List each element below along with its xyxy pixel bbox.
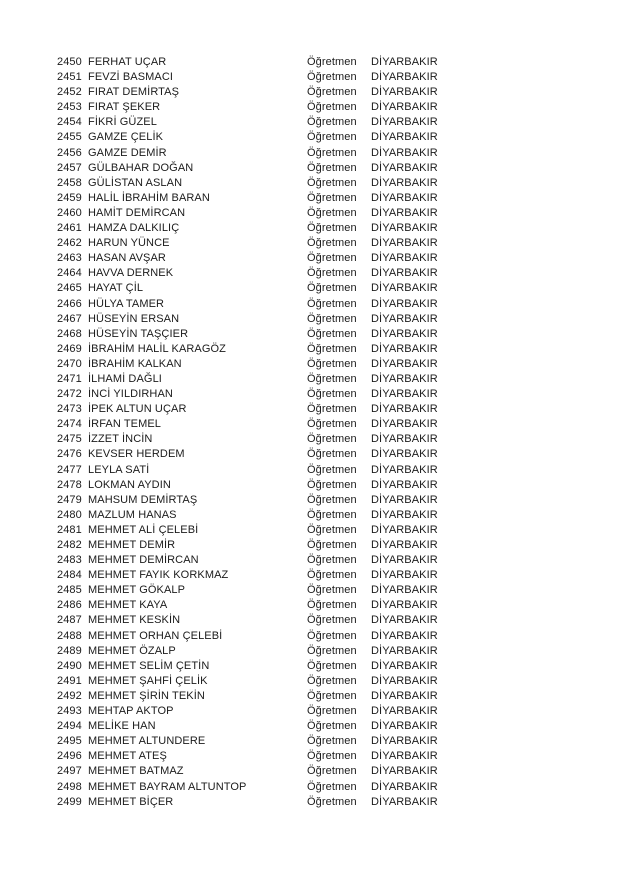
row-number: 2465	[57, 282, 82, 295]
row-number: 2470	[57, 357, 82, 370]
row-number: 2450	[57, 56, 82, 68]
roster-row	[57, 85, 477, 100]
person-name: MEHMET ŞİRİN TEKİN	[88, 689, 205, 702]
person-name: MEHMET BATMAZ	[88, 765, 184, 778]
row-number: 2480	[57, 508, 82, 521]
occupation-label: Öğretmen	[307, 644, 357, 657]
roster-row	[57, 432, 477, 447]
province-label: DİYARBAKIR	[371, 86, 438, 99]
person-name: MEHMET KESKİN	[88, 614, 181, 627]
province-label: DİYARBAKIR	[371, 282, 438, 295]
occupation-label: Öğretmen	[307, 629, 357, 642]
occupation-label: Öğretmen	[307, 554, 357, 567]
person-name: MEHMET DEMİR	[88, 539, 176, 551]
person-name: HAVVA DERNEK	[88, 267, 174, 280]
province-label: DİYARBAKIR	[371, 750, 438, 763]
person-name: İBRAHİM HALİL KARAGÖZ	[88, 342, 226, 355]
province-label: DİYARBAKIR	[371, 56, 438, 68]
province-label: DİYARBAKIR	[371, 599, 438, 612]
roster-row	[57, 312, 477, 327]
occupation-label: Öğretmen	[307, 222, 357, 235]
row-number: 2478	[57, 478, 82, 491]
row-number: 2483	[57, 554, 82, 567]
roster-row	[57, 629, 477, 644]
occupation-label: Öğretmen	[307, 252, 357, 265]
roster-row	[57, 613, 477, 628]
occupation-label: Öğretmen	[307, 56, 357, 68]
province-label: DİYARBAKIR	[371, 372, 438, 385]
roster-row	[57, 297, 477, 312]
roster-row	[57, 719, 477, 734]
roster-row	[57, 583, 477, 598]
person-name: MEHMET ALTUNDERE	[88, 735, 206, 748]
roster-row	[57, 417, 477, 432]
province-label: DİYARBAKIR	[371, 674, 438, 687]
province-label: DİYARBAKIR	[371, 176, 438, 189]
person-name: İPEK ALTUN UÇAR	[88, 403, 187, 416]
province-label: DİYARBAKIR	[371, 312, 438, 325]
row-number: 2475	[57, 433, 82, 446]
occupation-label: Öğretmen	[307, 780, 357, 793]
province-label: DİYARBAKIR	[371, 795, 438, 808]
province-label: DİYARBAKIR	[371, 478, 438, 491]
row-number: 2462	[57, 237, 82, 250]
occupation-label: Öğretmen	[307, 267, 357, 280]
occupation-label: Öğretmen	[307, 599, 357, 612]
roster-row	[57, 266, 477, 281]
occupation-label: Öğretmen	[307, 161, 357, 174]
row-number: 2488	[57, 629, 82, 642]
person-name: MEHMET FAYIK KORKMAZ	[88, 569, 229, 582]
person-name: HAMİT DEMİRCAN	[88, 206, 186, 219]
person-name: HÜSEYİN ERSAN	[88, 312, 180, 325]
row-number: 2460	[57, 206, 82, 219]
province-label: DİYARBAKIR	[371, 554, 438, 567]
occupation-label: Öğretmen	[307, 191, 357, 204]
person-name: İRFAN TEMEL	[88, 418, 162, 431]
occupation-label: Öğretmen	[307, 523, 357, 536]
person-name: HÜSEYİN TAŞÇIER	[88, 327, 189, 340]
roster-row	[57, 342, 477, 357]
row-number: 2489	[57, 644, 82, 657]
person-name: MAHSUM DEMİRTAŞ	[88, 493, 198, 506]
roster-row	[57, 176, 477, 191]
occupation-label: Öğretmen	[307, 493, 357, 506]
person-name: İBRAHİM KALKAN	[88, 357, 182, 370]
occupation-label: Öğretmen	[307, 86, 357, 99]
row-number: 2473	[57, 403, 82, 416]
province-label: DİYARBAKIR	[371, 403, 438, 416]
row-number: 2496	[57, 750, 82, 763]
row-number: 2492	[57, 689, 82, 702]
row-number: 2499	[57, 795, 82, 808]
occupation-label: Öğretmen	[307, 388, 357, 401]
row-number: 2451	[57, 71, 82, 84]
row-number: 2485	[57, 584, 82, 597]
occupation-label: Öğretmen	[307, 146, 357, 159]
roster-row	[57, 493, 477, 508]
roster-row	[57, 221, 477, 236]
roster-row	[57, 674, 477, 689]
roster-row	[57, 704, 477, 719]
province-label: DİYARBAKIR	[371, 584, 438, 597]
occupation-label: Öğretmen	[307, 569, 357, 582]
row-number: 2469	[57, 342, 82, 355]
province-label: DİYARBAKIR	[371, 327, 438, 340]
row-number: 2456	[57, 146, 82, 159]
province-label: DİYARBAKIR	[371, 735, 438, 748]
roster-row	[57, 402, 477, 417]
person-name: MEHMET SELİM ÇETİN	[88, 659, 210, 672]
roster-row	[57, 281, 477, 296]
province-label: DİYARBAKIR	[371, 357, 438, 370]
occupation-label: Öğretmen	[307, 659, 357, 672]
province-label: DİYARBAKIR	[371, 388, 438, 401]
roster-row	[57, 251, 477, 266]
province-label: DİYARBAKIR	[371, 101, 438, 114]
province-label: DİYARBAKIR	[371, 614, 438, 627]
person-name: LOKMAN AYDIN	[88, 478, 171, 491]
province-label: DİYARBAKIR	[371, 539, 438, 551]
row-number: 2464	[57, 267, 82, 280]
person-name: MEHMET DEMİRCAN	[88, 554, 199, 567]
roster-row	[57, 115, 477, 130]
occupation-label: Öğretmen	[307, 584, 357, 597]
province-label: DİYARBAKIR	[371, 267, 438, 280]
row-number: 2452	[57, 86, 82, 99]
row-number: 2457	[57, 161, 82, 174]
roster-row	[57, 463, 477, 478]
occupation-label: Öğretmen	[307, 689, 357, 702]
person-name: MEHMET BİÇER	[88, 795, 174, 808]
person-name: FIRAT DEMİRTAŞ	[88, 86, 180, 99]
row-number: 2493	[57, 705, 82, 718]
roster-row	[57, 689, 477, 704]
roster-row	[57, 598, 477, 613]
person-name: MEHMET ÖZALP	[88, 644, 176, 657]
roster-row	[57, 659, 477, 674]
person-name: FERHAT UÇAR	[88, 56, 167, 68]
person-name: GÜLBAHAR DOĞAN	[88, 161, 194, 174]
occupation-label: Öğretmen	[307, 357, 357, 370]
person-name: LEYLA SATİ	[88, 463, 150, 476]
row-number: 2455	[57, 131, 82, 144]
person-name: HÜLYA TAMER	[88, 297, 165, 310]
roster-row	[57, 372, 477, 387]
occupation-label: Öğretmen	[307, 705, 357, 718]
roster-row	[57, 100, 477, 115]
province-label: DİYARBAKIR	[371, 629, 438, 642]
roster-row	[57, 538, 477, 553]
occupation-label: Öğretmen	[307, 720, 357, 733]
roster-row	[57, 644, 477, 659]
province-label: DİYARBAKIR	[371, 508, 438, 521]
person-name: HAMZA DALKILIÇ	[88, 222, 180, 235]
person-name: GÜLİSTAN ASLAN	[88, 176, 183, 189]
roster-row	[57, 357, 477, 372]
person-name: MEHTAP AKTOP	[88, 705, 174, 718]
occupation-label: Öğretmen	[307, 297, 357, 310]
row-number: 2459	[57, 191, 82, 204]
occupation-label: Öğretmen	[307, 116, 357, 129]
occupation-label: Öğretmen	[307, 131, 357, 144]
row-number: 2454	[57, 116, 82, 129]
province-label: DİYARBAKIR	[371, 206, 438, 219]
province-label: DİYARBAKIR	[371, 161, 438, 174]
roster-row	[57, 780, 477, 795]
person-name: MEHMET ORHAN ÇELEBİ	[88, 629, 223, 642]
row-number: 2453	[57, 101, 82, 114]
province-label: DİYARBAKIR	[371, 131, 438, 144]
province-label: DİYARBAKIR	[371, 297, 438, 310]
occupation-label: Öğretmen	[307, 372, 357, 385]
occupation-label: Öğretmen	[307, 206, 357, 219]
roster-row	[57, 327, 477, 342]
person-name: MELİKE HAN	[88, 720, 156, 733]
roster-row	[57, 568, 477, 583]
row-number: 2458	[57, 176, 82, 189]
province-label: DİYARBAKIR	[371, 644, 438, 657]
row-number: 2498	[57, 780, 82, 793]
row-number: 2491	[57, 674, 82, 687]
roster-row	[57, 523, 477, 538]
occupation-label: Öğretmen	[307, 508, 357, 521]
occupation-label: Öğretmen	[307, 750, 357, 763]
row-number: 2463	[57, 252, 82, 265]
teacher-roster-list	[57, 55, 477, 810]
province-label: DİYARBAKIR	[371, 569, 438, 582]
occupation-label: Öğretmen	[307, 312, 357, 325]
roster-row	[57, 191, 477, 206]
row-number: 2477	[57, 463, 82, 476]
province-label: DİYARBAKIR	[371, 191, 438, 204]
row-number: 2476	[57, 448, 82, 461]
province-label: DİYARBAKIR	[371, 463, 438, 476]
row-number: 2467	[57, 312, 82, 325]
row-number: 2494	[57, 720, 82, 733]
roster-row	[57, 478, 477, 493]
person-name: FIRAT ŞEKER	[88, 101, 161, 114]
person-name: KEVSER HERDEM	[88, 448, 185, 461]
roster-row	[57, 236, 477, 251]
province-label: DİYARBAKIR	[371, 433, 438, 446]
roster-row	[57, 130, 477, 145]
occupation-label: Öğretmen	[307, 448, 357, 461]
roster-row	[57, 447, 477, 462]
person-name: MAZLUM HANAS	[88, 508, 177, 521]
roster-row	[57, 553, 477, 568]
province-label: DİYARBAKIR	[371, 116, 438, 129]
row-number: 2468	[57, 327, 82, 340]
roster-row	[57, 387, 477, 402]
province-label: DİYARBAKIR	[371, 146, 438, 159]
province-label: DİYARBAKIR	[371, 418, 438, 431]
person-name: MEHMET KAYA	[88, 599, 168, 612]
row-number: 2484	[57, 569, 82, 582]
province-label: DİYARBAKIR	[371, 237, 438, 250]
person-name: HAYAT ÇİL	[88, 282, 144, 295]
occupation-label: Öğretmen	[307, 765, 357, 778]
occupation-label: Öğretmen	[307, 614, 357, 627]
roster-row	[57, 508, 477, 523]
province-label: DİYARBAKIR	[371, 689, 438, 702]
roster-row	[57, 749, 477, 764]
occupation-label: Öğretmen	[307, 539, 357, 551]
occupation-label: Öğretmen	[307, 237, 357, 250]
province-label: DİYARBAKIR	[371, 523, 438, 536]
row-number: 2461	[57, 222, 82, 235]
roster-row	[57, 161, 477, 176]
row-number: 2479	[57, 493, 82, 506]
roster-row	[57, 734, 477, 749]
person-name: MEHMET GÖKALP	[88, 584, 186, 597]
row-number: 2495	[57, 735, 82, 748]
roster-row	[57, 70, 477, 85]
roster-row	[57, 55, 477, 70]
row-number: 2471	[57, 372, 82, 385]
occupation-label: Öğretmen	[307, 342, 357, 355]
person-name: GAMZE ÇELİK	[88, 131, 164, 144]
province-label: DİYARBAKIR	[371, 222, 438, 235]
province-label: DİYARBAKIR	[371, 493, 438, 506]
roster-row	[57, 764, 477, 779]
row-number: 2486	[57, 599, 82, 612]
province-label: DİYARBAKIR	[371, 659, 438, 672]
province-label: DİYARBAKIR	[371, 765, 438, 778]
row-number: 2474	[57, 418, 82, 431]
person-name: MEHMET ATEŞ	[88, 750, 167, 763]
person-name: HARUN YÜNCE	[88, 237, 170, 250]
row-number: 2487	[57, 614, 82, 627]
person-name: İLHAMİ DAĞLI	[88, 372, 162, 385]
occupation-label: Öğretmen	[307, 71, 357, 84]
province-label: DİYARBAKIR	[371, 448, 438, 461]
person-name: İNCİ YILDIRHAN	[88, 388, 173, 401]
occupation-label: Öğretmen	[307, 674, 357, 687]
occupation-label: Öğretmen	[307, 282, 357, 295]
roster-row	[57, 795, 477, 810]
person-name: MEHMET ŞAHFİ ÇELİK	[88, 674, 208, 687]
row-number: 2472	[57, 388, 82, 401]
person-name: İZZET İNCİN	[88, 433, 153, 446]
roster-row	[57, 206, 477, 221]
province-label: DİYARBAKIR	[371, 342, 438, 355]
occupation-label: Öğretmen	[307, 418, 357, 431]
occupation-label: Öğretmen	[307, 463, 357, 476]
occupation-label: Öğretmen	[307, 735, 357, 748]
person-name: FEVZİ BASMACI	[88, 71, 174, 84]
person-name: MEHMET ALİ ÇELEBİ	[88, 523, 199, 536]
row-number: 2466	[57, 297, 82, 310]
province-label: DİYARBAKIR	[371, 705, 438, 718]
occupation-label: Öğretmen	[307, 327, 357, 340]
province-label: DİYARBAKIR	[371, 780, 438, 793]
roster-row	[57, 146, 477, 161]
occupation-label: Öğretmen	[307, 403, 357, 416]
person-name: MEHMET BAYRAM ALTUNTOP	[88, 780, 247, 793]
occupation-label: Öğretmen	[307, 101, 357, 114]
row-number: 2482	[57, 539, 82, 551]
occupation-label: Öğretmen	[307, 176, 357, 189]
occupation-label: Öğretmen	[307, 478, 357, 491]
occupation-label: Öğretmen	[307, 795, 357, 808]
occupation-label: Öğretmen	[307, 433, 357, 446]
row-number: 2497	[57, 765, 82, 778]
person-name: HASAN AVŞAR	[88, 252, 166, 265]
row-number: 2481	[57, 523, 82, 536]
province-label: DİYARBAKIR	[371, 252, 438, 265]
person-name: HALİL İBRAHİM BARAN	[88, 191, 210, 204]
person-name: GAMZE DEMİR	[88, 146, 167, 159]
province-label: DİYARBAKIR	[371, 720, 438, 733]
person-name: FİKRİ GÜZEL	[88, 116, 157, 129]
province-label: DİYARBAKIR	[371, 71, 438, 84]
row-number: 2490	[57, 659, 82, 672]
